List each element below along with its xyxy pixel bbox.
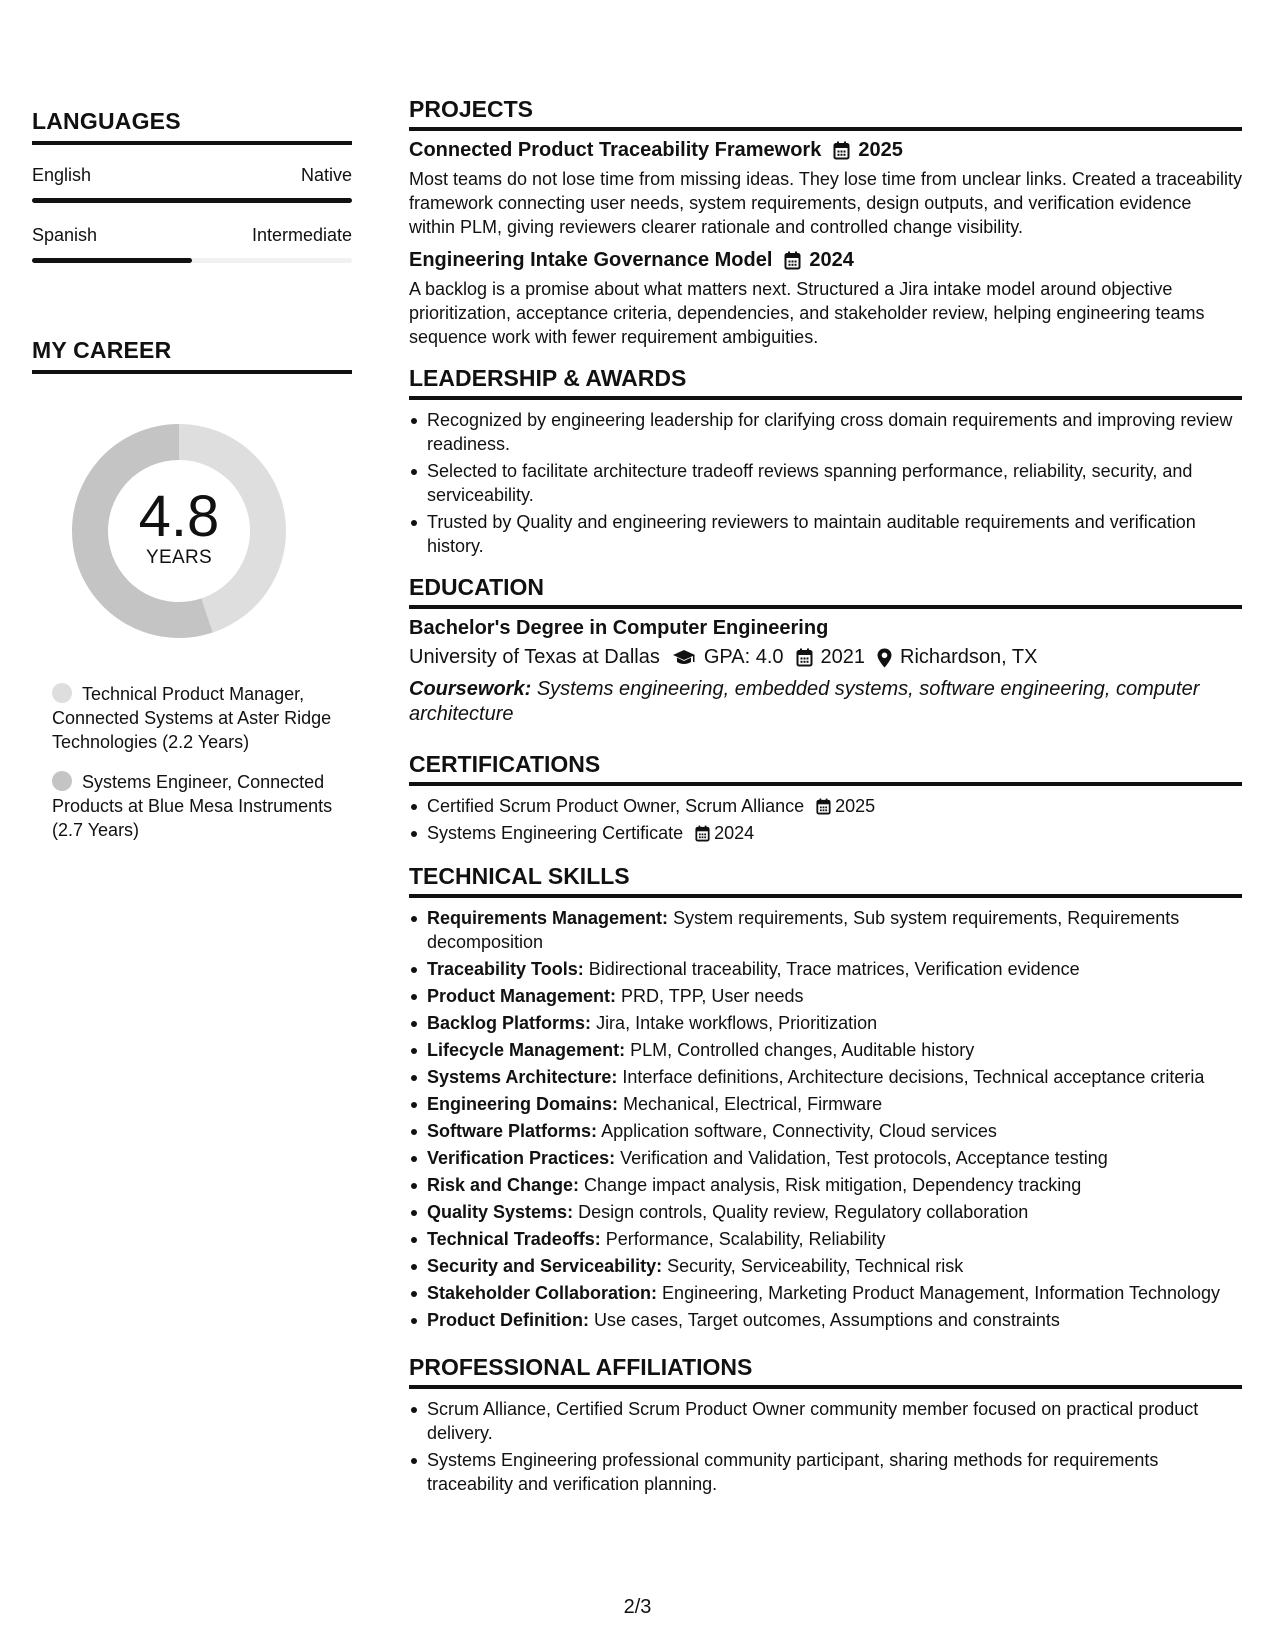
project-name: Engineering Intake Governance Model	[409, 249, 773, 271]
project-year: 2024	[809, 249, 854, 271]
career-title: MY CAREER	[32, 337, 352, 374]
education-section	[409, 574, 1242, 727]
education-gpa: GPA: 4.0	[703, 646, 784, 668]
skill-value: Design controls, Quality review, Regulatory collaboration	[578, 1202, 1029, 1222]
left-column	[32, 108, 352, 858]
career-role-label: Systems Engineer, Connected Products at Blue Mesa Instruments (2.7 Years)	[52, 772, 333, 840]
skill-value: Use cases, Target outcomes, Assumptions and constraints	[594, 1310, 1060, 1330]
certification-name: Certified Scrum Product Owner, Scrum Alliance	[427, 796, 805, 816]
certification-item	[409, 821, 1242, 845]
career-legend-item	[52, 770, 352, 842]
skill-item	[409, 984, 1242, 1008]
skill-item	[409, 1254, 1242, 1278]
calendar-icon	[695, 825, 710, 842]
skill-item	[409, 1200, 1242, 1224]
coursework-text: Systems engineering, embedded systems, software engineering, computer architecture	[409, 678, 1200, 725]
career-donut-chart	[64, 416, 294, 646]
affiliation-item: Systems Engineering professional community participant, sharing methods for requirements traceability and verification planning.	[409, 1448, 1242, 1496]
skill-item	[409, 1038, 1242, 1062]
leadership-item: Trusted by Quality and engineering reviewers to maintain auditable requirements and verification history.	[409, 510, 1242, 558]
leadership-list	[409, 408, 1242, 558]
skill-label: Requirements Management:	[427, 908, 669, 928]
language-proficiency-fill	[32, 258, 192, 263]
skill-value: Engineering, Marketing Product Management, Information Technology	[662, 1283, 1221, 1303]
skill-value: Change impact analysis, Risk mitigation, Dependency tracking	[584, 1175, 1082, 1195]
education-title: EDUCATION	[409, 574, 1242, 609]
project-item	[409, 139, 1242, 239]
education-degree: Bachelor's Degree in Computer Engineering	[409, 617, 829, 639]
affiliation-item: Scrum Alliance, Certified Scrum Product Owner community member focused on practical product delivery.	[409, 1397, 1242, 1445]
skill-value: Performance, Scalability, Reliability	[605, 1229, 886, 1249]
coursework-label: Coursework:	[409, 678, 532, 700]
certifications-list	[409, 794, 1242, 845]
calendar-icon	[796, 648, 813, 667]
page-number: 2/3	[623, 1596, 652, 1618]
skill-value: Bidirectional traceability, Trace matrices, Verification evidence	[588, 959, 1080, 979]
education-year: 2021	[820, 646, 866, 668]
certifications-section	[409, 751, 1242, 845]
skill-item	[409, 1092, 1242, 1116]
career-total-value: 4.8	[138, 484, 220, 549]
skill-value: Mechanical, Electrical, Firmware	[623, 1094, 883, 1114]
skill-item	[409, 1227, 1242, 1251]
skill-item	[409, 1119, 1242, 1143]
legend-dot-icon	[52, 771, 72, 791]
certification-year: 2025	[835, 796, 876, 816]
language-proficiency-bar	[32, 198, 352, 203]
skill-item	[409, 1146, 1242, 1170]
leadership-section	[409, 365, 1242, 558]
education-meta	[409, 646, 1242, 669]
language-name: English	[32, 165, 92, 185]
leadership-item: Recognized by engineering leadership for clarifying cross domain requirements and improving review readiness.	[409, 408, 1242, 456]
certification-item	[409, 794, 1242, 818]
affiliations-title: PROFESSIONAL AFFILIATIONS	[409, 1354, 1242, 1389]
projects-section	[409, 96, 1242, 349]
skill-item	[409, 1281, 1242, 1305]
location-pin-icon	[877, 648, 892, 668]
graduation-cap-icon	[672, 649, 696, 667]
skill-value: Interface definitions, Architecture decisions, Technical acceptance criteria	[622, 1067, 1205, 1087]
skill-value: Application software, Connectivity, Cloud services	[601, 1121, 997, 1141]
language-name: Spanish	[32, 225, 98, 245]
legend-dot-icon	[52, 683, 72, 703]
affiliations-section	[409, 1354, 1242, 1496]
skill-label: Software Platforms:	[427, 1121, 598, 1141]
project-description: Most teams do not lose time from missing ideas. They lose time from unclear links. Created a traceability framework connecting user needs, system requirements, design outputs, and verification evidence within PLM, giving reviewers clearer rationale and controlled change visibility.	[409, 169, 1243, 237]
skill-label: Product Management:	[427, 986, 617, 1006]
career-legend-item	[52, 682, 352, 754]
skill-item	[409, 1173, 1242, 1197]
career-legend	[32, 682, 352, 842]
languages-title: LANGUAGES	[32, 108, 352, 145]
skill-label: Engineering Domains:	[427, 1094, 619, 1114]
skill-label: Quality Systems:	[427, 1202, 574, 1222]
skill-item	[409, 1308, 1242, 1332]
education-coursework	[409, 677, 1242, 727]
skill-value: PLM, Controlled changes, Auditable history	[630, 1040, 975, 1060]
skills-section	[409, 863, 1242, 1332]
skill-label: Verification Practices:	[427, 1148, 616, 1168]
skill-label: Technical Tradeoffs:	[427, 1229, 601, 1249]
leadership-title: LEADERSHIP & AWARDS	[409, 365, 1242, 400]
career-role-label: Technical Product Manager, Connected Systems at Aster Ridge Technologies (2.2 Years)	[52, 684, 332, 752]
language-level: Intermediate	[251, 225, 352, 245]
project-description: A backlog is a promise about what matters next. Structured a Jira intake model around objective prioritization, acceptance criteria, dependencies, and stakeholder review, helping engineering teams sequence work with fewer requirement ambiguities.	[409, 279, 1205, 347]
language-item-english	[32, 165, 352, 203]
skill-label: Stakeholder Collaboration:	[427, 1283, 658, 1303]
skill-label: Product Definition:	[427, 1310, 589, 1330]
project-item	[409, 249, 1242, 349]
education-school: University of Texas at Dallas	[409, 646, 660, 668]
skill-label: Traceability Tools:	[427, 959, 584, 979]
calendar-icon	[784, 251, 801, 270]
skill-value: Verification and Validation, Test protocols, Acceptance testing	[620, 1148, 1108, 1168]
skill-value: PRD, TPP, User needs	[621, 986, 804, 1006]
education-location: Richardson, TX	[900, 646, 1038, 668]
skill-item	[409, 1065, 1242, 1089]
skill-label: Systems Architecture:	[427, 1067, 618, 1087]
language-proficiency-fill	[32, 198, 352, 203]
certification-year: 2024	[714, 823, 755, 843]
skill-label: Security and Serviceability:	[427, 1256, 663, 1276]
skill-label: Risk and Change:	[427, 1175, 580, 1195]
language-proficiency-bar	[32, 258, 352, 263]
certification-name: Systems Engineering Certificate	[427, 823, 684, 843]
language-level: Native	[300, 165, 352, 185]
skills-list	[409, 906, 1242, 1332]
projects-title: PROJECTS	[409, 96, 1242, 131]
certifications-title: CERTIFICATIONS	[409, 751, 1242, 786]
skill-item	[409, 957, 1242, 981]
affiliations-list	[409, 1397, 1242, 1496]
skill-value: Jira, Intake workflows, Prioritization	[596, 1013, 878, 1033]
language-item-spanish	[32, 225, 352, 263]
career-total-unit: YEARS	[146, 547, 212, 568]
skill-value: Security, Serviceability, Technical risk	[667, 1256, 964, 1276]
skill-item	[409, 906, 1242, 954]
right-column	[409, 96, 1242, 1512]
project-year: 2025	[858, 139, 903, 161]
leadership-item: Selected to facilitate architecture tradeoff reviews spanning performance, reliability, security, and serviceability.	[409, 459, 1242, 507]
calendar-icon	[833, 141, 850, 160]
calendar-icon	[816, 798, 831, 815]
skill-value: System requirements, Sub system requirements, Requirements decomposition	[427, 908, 1180, 952]
skills-title: TECHNICAL SKILLS	[409, 863, 1242, 898]
skill-item	[409, 1011, 1242, 1035]
skill-label: Lifecycle Management:	[427, 1040, 626, 1060]
skill-label: Backlog Platforms:	[427, 1013, 592, 1033]
project-name: Connected Product Traceability Framework	[409, 139, 822, 161]
